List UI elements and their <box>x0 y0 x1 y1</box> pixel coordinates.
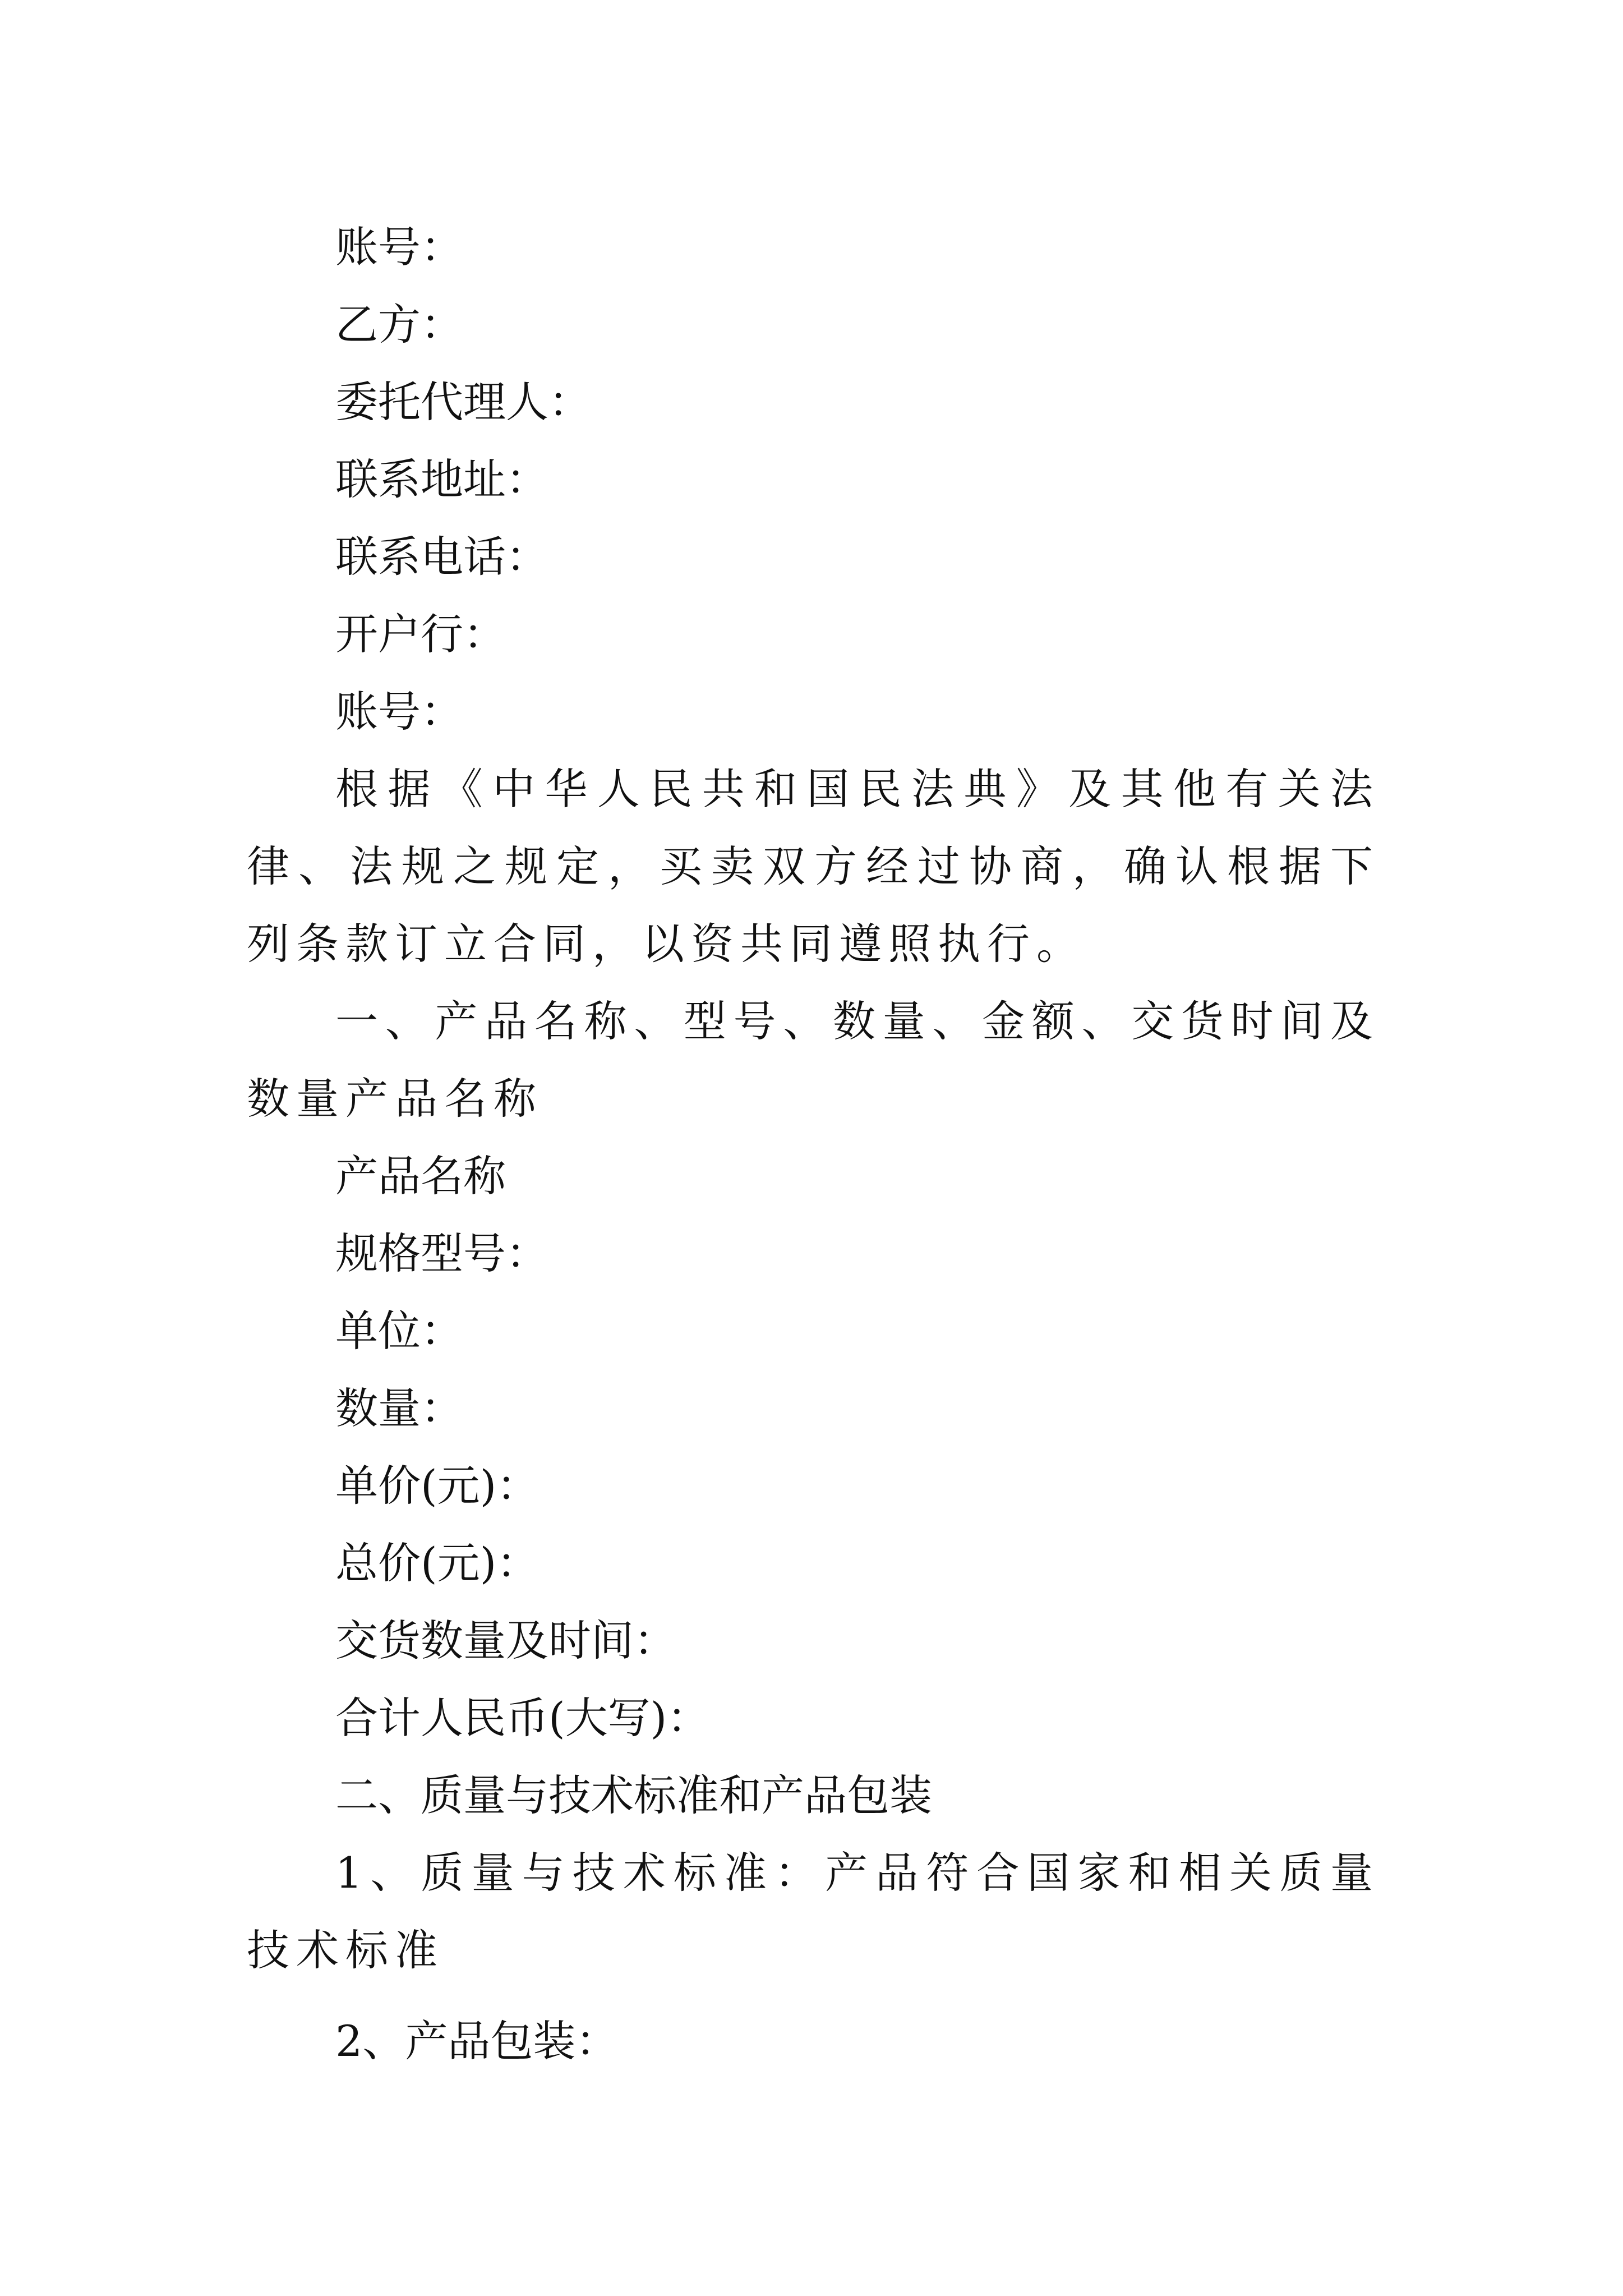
product-name-line: 产品名称 <box>335 1151 506 1201</box>
total-rmb-uppercase-line: 合计人民币(大写)： <box>335 1693 710 1743</box>
party-b-phone-line: 联系电话： <box>335 532 548 582</box>
party-b-line: 乙方： <box>335 300 463 349</box>
quality-standard-line: 1、质量与技术标准：产品符合国家和相关质量技术标准 <box>247 1848 1380 1975</box>
party-b-bank-line: 开户行： <box>335 609 506 659</box>
seller-account-line: 账号： <box>335 222 463 272</box>
product-packaging-line: 2、产品包装： <box>335 2016 619 2066</box>
party-b-agent-line: 委托代理人： <box>335 377 591 427</box>
delivery-quantity-time-line: 交货数量及时间： <box>335 1616 676 1665</box>
section-one-heading: 一、产品名称、型号、数量、金额、交货时间及数量产品名称 <box>247 996 1380 1124</box>
spec-model-line: 规格型号： <box>335 1228 548 1278</box>
quantity-line: 数量： <box>335 1383 463 1433</box>
party-b-account-line: 账号： <box>335 687 463 737</box>
party-b-address-line: 联系地址： <box>335 454 548 504</box>
section-two-heading: 二、质量与技术标准和产品包装 <box>335 1770 932 1820</box>
preamble-paragraph: 根据《中华人民共和国民法典》及其他有关法律、法规之规定，买卖双方经过协商，确认根据下列条款订立合同，以资共同遵照执行。 <box>247 764 1380 969</box>
total-price-line: 总价(元)： <box>335 1538 540 1588</box>
document-body <box>247 209 1380 2080</box>
unit-line: 单位： <box>335 1306 463 1356</box>
unit-price-line: 单价(元)： <box>335 1461 540 1511</box>
